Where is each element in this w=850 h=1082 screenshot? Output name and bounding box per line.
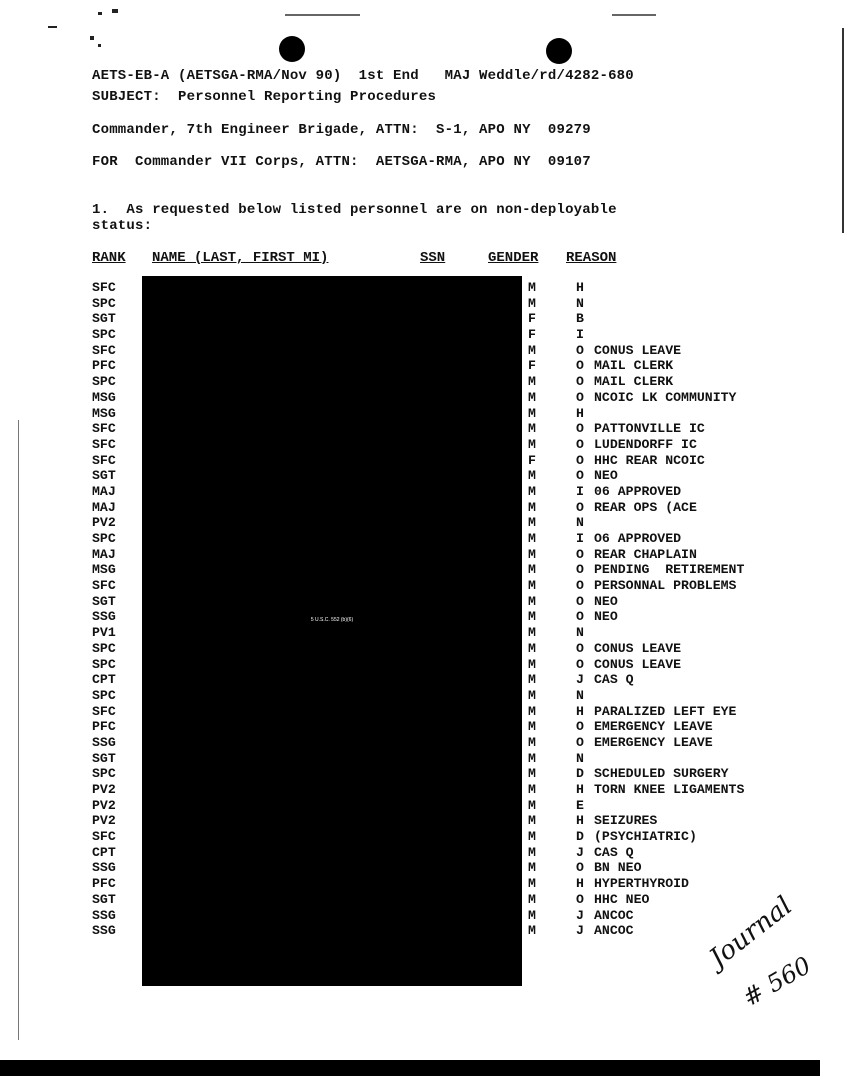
scan-bottom-edge	[0, 1060, 820, 1076]
table-cell-rank: SGT	[92, 891, 116, 907]
table-cell-rank: MSG	[92, 389, 116, 405]
table-cell-code: I	[576, 531, 584, 546]
table-cell-gender: M	[528, 374, 536, 390]
table-cell-gender: M	[528, 766, 536, 782]
table-cell-code: O	[576, 734, 584, 750]
table-cell-rank: SPC	[92, 295, 116, 311]
table-cell-code: O	[576, 719, 584, 735]
table-cell-reason	[594, 406, 744, 422]
table-cell-code: O	[576, 656, 584, 672]
table-cell-reason: REAR CHAPLAIN	[594, 546, 697, 562]
table-cell-rank: SSG	[92, 860, 116, 876]
table-cell-rank: SFC	[92, 280, 116, 295]
scan-speck	[112, 9, 118, 13]
reason-column	[594, 280, 744, 939]
table-cell-code: E	[576, 797, 584, 813]
table-cell-reason: PARALIZED LEFT EYE	[594, 703, 737, 719]
table-cell-reason: MAIL CLERK	[594, 358, 674, 374]
table-cell-gender: M	[528, 640, 536, 656]
table-cell-code: O	[576, 546, 584, 562]
table-cell-reason: (PSYCHIATRIC)	[594, 829, 697, 845]
table-cell-gender: M	[528, 562, 536, 578]
table-cell-gender: F	[528, 311, 536, 327]
table-cell-gender: M	[528, 782, 536, 797]
table-cell-rank: SSG	[92, 734, 116, 750]
table-cell-rank: SFC	[92, 342, 116, 358]
table-cell-rank: SPC	[92, 374, 116, 390]
table-cell-rank: SPC	[92, 531, 116, 546]
handwritten-journal-note: Journal	[704, 891, 798, 974]
table-cell-gender: F	[528, 358, 536, 374]
table-cell-code: O	[576, 358, 584, 374]
addressee-line: Commander, 7th Engineer Brigade, ATTN: S-1, APO NY 09279	[92, 122, 591, 138]
table-cell-code: N	[576, 750, 584, 766]
table-cell-rank: SGT	[92, 593, 116, 609]
table-cell-reason	[594, 625, 744, 641]
table-cell-gender: M	[528, 656, 536, 672]
table-cell-gender: F	[528, 327, 536, 343]
column-header-rank: RANK	[92, 250, 126, 266]
table-cell-rank: SSG	[92, 923, 116, 939]
table-cell-gender: M	[528, 923, 536, 939]
table-cell-code: H	[576, 876, 584, 892]
table-cell-code: O	[576, 436, 584, 452]
table-cell-reason	[594, 751, 744, 767]
table-cell-code: I	[576, 327, 584, 343]
table-cell-reason: LUDENDORFF IC	[594, 436, 697, 452]
table-cell-code: N	[576, 515, 584, 531]
table-cell-gender: M	[528, 546, 536, 562]
gender-column	[528, 280, 536, 939]
table-cell-rank: SPC	[92, 766, 116, 782]
table-cell-gender: M	[528, 813, 536, 829]
table-cell-reason: SCHEDULED SURGERY	[594, 766, 729, 782]
table-cell-code: N	[576, 295, 584, 311]
table-cell-reason: REAR OPS (ACE	[594, 499, 697, 515]
table-cell-reason: EMERGENCY LEAVE	[594, 734, 713, 750]
table-cell-rank: PV1	[92, 625, 116, 641]
table-cell-reason	[594, 296, 744, 312]
table-cell-rank: SFC	[92, 829, 116, 845]
table-cell-reason	[594, 798, 744, 814]
table-cell-rank: SFC	[92, 421, 116, 437]
table-cell-code: O	[576, 891, 584, 907]
punch-hole	[546, 38, 572, 64]
table-cell-code: O	[576, 499, 584, 515]
table-cell-rank: MSG	[92, 405, 116, 421]
table-cell-rank: SPC	[92, 640, 116, 656]
table-cell-reason: ANCOC	[594, 907, 634, 923]
table-cell-code: O	[576, 860, 584, 876]
table-cell-gender: M	[528, 829, 536, 845]
table-cell-gender: M	[528, 719, 536, 735]
table-cell-code: O	[576, 609, 584, 625]
table-cell-reason: HYPERTHYROID	[594, 876, 689, 892]
table-cell-reason	[594, 280, 744, 296]
scan-edge-line	[18, 420, 19, 1040]
table-cell-code: H	[576, 813, 584, 829]
table-cell-gender: M	[528, 625, 536, 641]
table-cell-rank: SGT	[92, 468, 116, 484]
table-cell-code: O	[576, 452, 584, 468]
scan-speck	[90, 36, 94, 40]
paragraph-line: status:	[92, 218, 153, 234]
table-cell-gender: M	[528, 844, 536, 860]
table-cell-reason: CONUS LEAVE	[594, 640, 682, 656]
table-cell-gender: M	[528, 687, 536, 703]
scan-artifact	[612, 14, 656, 16]
table-cell-rank: SFC	[92, 703, 116, 719]
table-cell-code: O	[576, 578, 584, 594]
table-cell-code: O	[576, 593, 584, 609]
table-cell-rank: SPC	[92, 327, 116, 343]
table-cell-gender: M	[528, 499, 536, 515]
table-cell-gender: M	[528, 295, 536, 311]
table-cell-reason: CONUS LEAVE	[594, 656, 682, 672]
table-cell-gender: M	[528, 593, 536, 609]
table-cell-code: O	[576, 468, 584, 484]
table-cell-rank: PV2	[92, 515, 116, 531]
scan-speck	[98, 12, 102, 15]
table-cell-code: J	[576, 844, 584, 860]
for-line: FOR Commander VII Corps, ATTN: AETSGA-RMA, APO NY 09107	[92, 154, 591, 170]
table-cell-rank: PFC	[92, 358, 116, 374]
table-cell-gender: M	[528, 405, 536, 421]
table-cell-code: H	[576, 782, 584, 797]
table-cell-code: O	[576, 342, 584, 358]
table-cell-reason	[594, 311, 744, 327]
table-cell-gender: M	[528, 468, 536, 484]
redaction-label: 5 U.S.C. 552 (b)(6)	[310, 617, 354, 623]
table-cell-gender: M	[528, 907, 536, 923]
scan-speck	[98, 44, 101, 47]
table-cell-reason: TORN KNEE LIGAMENTS	[594, 782, 745, 797]
table-cell-gender: M	[528, 860, 536, 876]
reason-code-column	[576, 280, 584, 939]
column-header-reason: REASON	[566, 250, 617, 266]
table-cell-reason: CAS Q	[594, 844, 634, 860]
table-cell-code: O	[576, 562, 584, 578]
table-cell-reason: EMERGENCY LEAVE	[594, 719, 713, 735]
table-cell-gender: M	[528, 578, 536, 594]
table-cell-rank: SPC	[92, 687, 116, 703]
table-cell-reason: HHC NEO	[594, 891, 650, 907]
table-cell-rank: SFC	[92, 452, 116, 468]
table-cell-gender: M	[528, 515, 536, 531]
table-cell-rank: CPT	[92, 672, 116, 688]
table-cell-rank: SFC	[92, 436, 116, 452]
scan-speck	[48, 26, 57, 28]
table-cell-reason: NEO	[594, 468, 618, 484]
table-cell-code: I	[576, 483, 584, 499]
office-symbol-line: AETS-EB-A (AETSGA-RMA/Nov 90) 1st End MAJ Weddle/rd/4282-680	[92, 68, 634, 84]
table-cell-gender: M	[528, 734, 536, 750]
table-cell-reason: NCOIC LK COMMUNITY	[594, 389, 737, 405]
rank-column	[92, 280, 116, 939]
table-cell-gender: F	[528, 452, 536, 468]
table-cell-code: J	[576, 907, 584, 923]
table-cell-rank: SFC	[92, 578, 116, 594]
table-cell-reason: PENDING RETIREMENT	[594, 562, 745, 578]
table-cell-code: H	[576, 280, 584, 295]
table-cell-rank: SSG	[92, 609, 116, 625]
table-cell-gender: M	[528, 389, 536, 405]
table-cell-reason: CONUS LEAVE	[594, 342, 682, 358]
table-cell-code: J	[576, 672, 584, 688]
table-cell-reason: MAIL CLERK	[594, 374, 674, 390]
table-cell-reason: CAS Q	[594, 672, 634, 688]
table-cell-rank: PV2	[92, 797, 116, 813]
table-cell-rank: CPT	[92, 844, 116, 860]
table-cell-gender: M	[528, 342, 536, 358]
table-cell-gender: M	[528, 876, 536, 892]
table-cell-reason: HHC REAR NCOIC	[594, 452, 705, 468]
table-cell-code: N	[576, 625, 584, 641]
subject-line: SUBJECT: Personnel Reporting Procedures	[92, 89, 437, 105]
table-cell-gender: M	[528, 280, 536, 295]
table-cell-code: O	[576, 640, 584, 656]
table-cell-rank: MAJ	[92, 546, 116, 562]
table-cell-rank: SPC	[92, 656, 116, 672]
table-cell-gender: M	[528, 703, 536, 719]
table-cell-rank: MAJ	[92, 483, 116, 499]
column-header-name: NAME (LAST, FIRST MI)	[152, 250, 329, 266]
table-cell-gender: M	[528, 750, 536, 766]
table-cell-rank: MSG	[92, 562, 116, 578]
table-cell-rank: PFC	[92, 876, 116, 892]
table-cell-gender: M	[528, 672, 536, 688]
punch-hole	[279, 36, 305, 62]
table-cell-code: D	[576, 829, 584, 845]
column-header-ssn: SSN	[420, 250, 446, 266]
table-cell-reason: PATTONVILLE IC	[594, 421, 705, 437]
table-cell-code: O	[576, 389, 584, 405]
table-cell-reason: PERSONNAL PROBLEMS	[594, 578, 737, 594]
table-cell-code: B	[576, 311, 584, 327]
table-cell-reason: BN NEO	[594, 860, 642, 876]
redaction-block	[142, 276, 522, 986]
table-cell-rank: PV2	[92, 782, 116, 797]
table-cell-reason: SEIZURES	[594, 813, 658, 829]
table-cell-gender: M	[528, 421, 536, 437]
table-cell-reason	[594, 688, 744, 704]
table-cell-rank: SGT	[92, 750, 116, 766]
table-cell-rank: MAJ	[92, 499, 116, 515]
table-cell-reason: NEO	[594, 593, 618, 609]
table-cell-code: O	[576, 421, 584, 437]
table-cell-gender: M	[528, 797, 536, 813]
table-cell-code: O	[576, 374, 584, 390]
table-cell-reason	[594, 327, 744, 343]
table-cell-rank: PV2	[92, 813, 116, 829]
table-cell-code: J	[576, 923, 584, 939]
scan-artifact	[285, 14, 360, 16]
table-cell-gender: M	[528, 891, 536, 907]
table-cell-rank: PFC	[92, 719, 116, 735]
paragraph-line: 1. As requested below listed personnel are on non-deployable	[92, 202, 617, 218]
table-cell-gender: M	[528, 531, 536, 546]
table-cell-code: N	[576, 687, 584, 703]
table-cell-rank: SSG	[92, 907, 116, 923]
table-cell-gender: M	[528, 609, 536, 625]
table-cell-gender: M	[528, 483, 536, 499]
handwritten-journal-number: # 560	[738, 951, 816, 1013]
table-cell-code: D	[576, 766, 584, 782]
table-cell-reason: NEO	[594, 609, 618, 625]
scan-edge-line	[842, 28, 844, 233]
column-header-gender: GENDER	[488, 250, 539, 266]
table-cell-reason: 06 APPROVED	[594, 483, 682, 499]
table-cell-reason: O6 APPROVED	[594, 531, 682, 546]
table-cell-gender: M	[528, 436, 536, 452]
table-cell-rank: SGT	[92, 311, 116, 327]
table-cell-reason	[594, 515, 744, 531]
table-cell-reason: ANCOC	[594, 923, 634, 939]
table-cell-code: H	[576, 405, 584, 421]
table-cell-code: H	[576, 703, 584, 719]
